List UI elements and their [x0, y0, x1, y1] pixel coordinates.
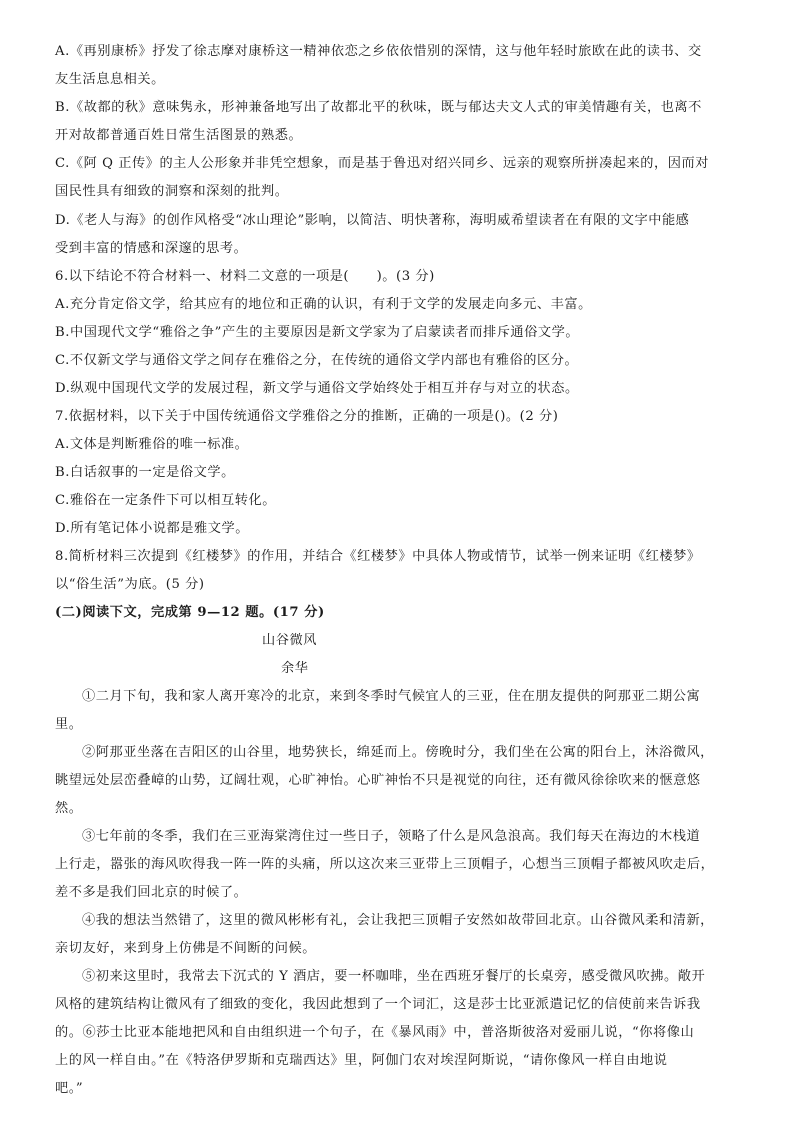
question-6: 6.以下结论不符合材料一、材料二文意的一项是( )。(3 分): [55, 269, 435, 284]
paragraph-6-line-2: 上的风一样自由。”在《特洛伊罗斯和克瑞西达》里，阿伽门农对埃涅阿斯说，“请你像风一样自由地说: [55, 1053, 668, 1068]
paragraph-3-line-2: 上行走，嚣张的海风吹得我一阵一阵的头痛，所以这次来三亚带上三顶帽子，心想当三顶帽子都被风吹走后，: [55, 857, 715, 872]
option-d-line-1: D.《老人与海》的创作风格受“冰山理论”影响，以简洁、明快著称，海明威希望读者在有限的文字中能感: [55, 213, 690, 228]
option-b-line-1: B.《故都的秋》意味隽永，形神兼备地写出了故都北平的秋味，既与郁达夫文人式的审美情趣有关，也离不: [55, 100, 702, 115]
paragraph-3-line-1: ③七年前的冬季，我们在三亚海棠湾住过一些日子，领略了什么是风急浪高。我们每天在海边的木栈道: [82, 829, 701, 844]
q7-option-a: A.文体是判断雅俗的唯一标准。: [55, 437, 249, 452]
paragraph-6-line-3: 吧。”: [55, 1081, 84, 1096]
article-author: 余华: [281, 661, 309, 676]
q6-option-d: D.纵观中国现代文学的发展过程，新文学与通俗文学始终处于相互并存与对立的状态。: [55, 381, 579, 396]
q6-option-b: B.中国现代文学“雅俗之争”产生的主要原因是新文学家为了启蒙读者而排斥通俗文学。: [55, 325, 580, 340]
paragraph-1-line-1: ①二月下旬，我和家人离开寒冷的北京，来到冬季时气候宜人的三亚，住在朋友提供的阿那亚二期公寓: [82, 689, 701, 704]
question-7: 7.依据材料，以下关于中国传统通俗文学雅俗之分的推断，正确的一项是()。(2 分): [55, 409, 559, 424]
paragraph-4-line-2: 亲切友好，来到身上仿佛是不间断的问候。: [55, 941, 317, 956]
paragraph-3-line-3: 差不多是我们回北京的时候了。: [55, 885, 248, 900]
section-heading: (二)阅读下文，完成第 9—12 题。(17 分): [55, 605, 325, 620]
article-title: 山谷微风: [262, 633, 317, 648]
option-a-line-2: 友生活息息相关。: [55, 72, 165, 87]
question-8-line-1: 8.简析材料三次提到《红楼梦》的作用，并结合《红楼梦》中具体人物或情节，试举一例来证明《红楼梦》: [55, 549, 701, 564]
q7-option-b: B.白话叙事的一定是俗文学。: [55, 465, 235, 480]
q6-option-a: A.充分肯定俗文学，给其应有的地位和正确的认识，有利于文学的发展走向多元、丰富。: [55, 297, 592, 312]
paragraph-2-line-3: 然。: [55, 801, 83, 816]
paragraph-2-line-2: 眺望远处层峦叠嶂的山势，辽阔壮观，心旷神怡。心旷神怡不只是视觉的向往，还有微风徐徐吹来的惬意悠: [55, 773, 701, 788]
q6-option-c: C.不仅新文学与通俗文学之间存在雅俗之分，在传统的通俗文学内部也有雅俗的区分。: [55, 353, 579, 368]
q7-option-d: D.所有笔记体小说都是雅文学。: [55, 521, 249, 536]
paragraph-2-line-1: ②阿那亚坐落在吉阳区的山谷里，地势狭长，绵延而上。傍晚时分，我们坐在公寓的阳台上，沐浴微风，: [82, 745, 714, 760]
option-d-line-2: 受到丰富的情感和深邃的思考。: [55, 241, 248, 256]
option-b-line-2: 开对故都普通百姓日常生活图景的熟悉。: [55, 128, 303, 143]
paragraph-5-line-2: 风格的建筑结构让微风有了细致的变化，我因此想到了一个词汇，这是莎士比亚派遣记忆的信使前来告诉我: [55, 997, 701, 1012]
paragraph-4-line-1: ④我的想法当然错了，这里的微风彬彬有礼，会让我把三顶帽子安然如故带回北京。山谷微风柔和清新，: [82, 913, 714, 928]
option-c-line-2: 国民性具有细致的洞察和深刻的批判。: [55, 184, 289, 199]
question-8-line-2: 以“俗生活”为底。(5 分): [55, 577, 205, 592]
paragraph-5-line-1: ⑤初来这里时，我常去下沉式的 Y 酒店，要一杯咖啡，坐在西班牙餐厅的长桌旁，感受微风吹拂。敞开: [82, 969, 706, 984]
q7-option-c: C.雅俗在一定条件下可以相互转化。: [55, 493, 276, 508]
paragraph-5-line-3: 的。⑥莎士比亚本能地把风和自由组织进一个句子，在《暴风雨》中，普洛斯彼洛对爱丽儿说，“你将像山: [55, 1025, 695, 1040]
option-a-line-1: A.《再别康桥》抒发了徐志摩对康桥这一精神依恋之乡依依惜别的深情，这与他年轻时旅欧在此的读书、交: [55, 44, 702, 59]
option-c-line-1: C.《阿 Q 正传》的主人公形象并非凭空想象，而是基于鲁迅对绍兴同乡、远亲的观察所拼凑起来的，因而对: [55, 156, 709, 171]
paragraph-1-line-2: 里。: [55, 717, 83, 732]
